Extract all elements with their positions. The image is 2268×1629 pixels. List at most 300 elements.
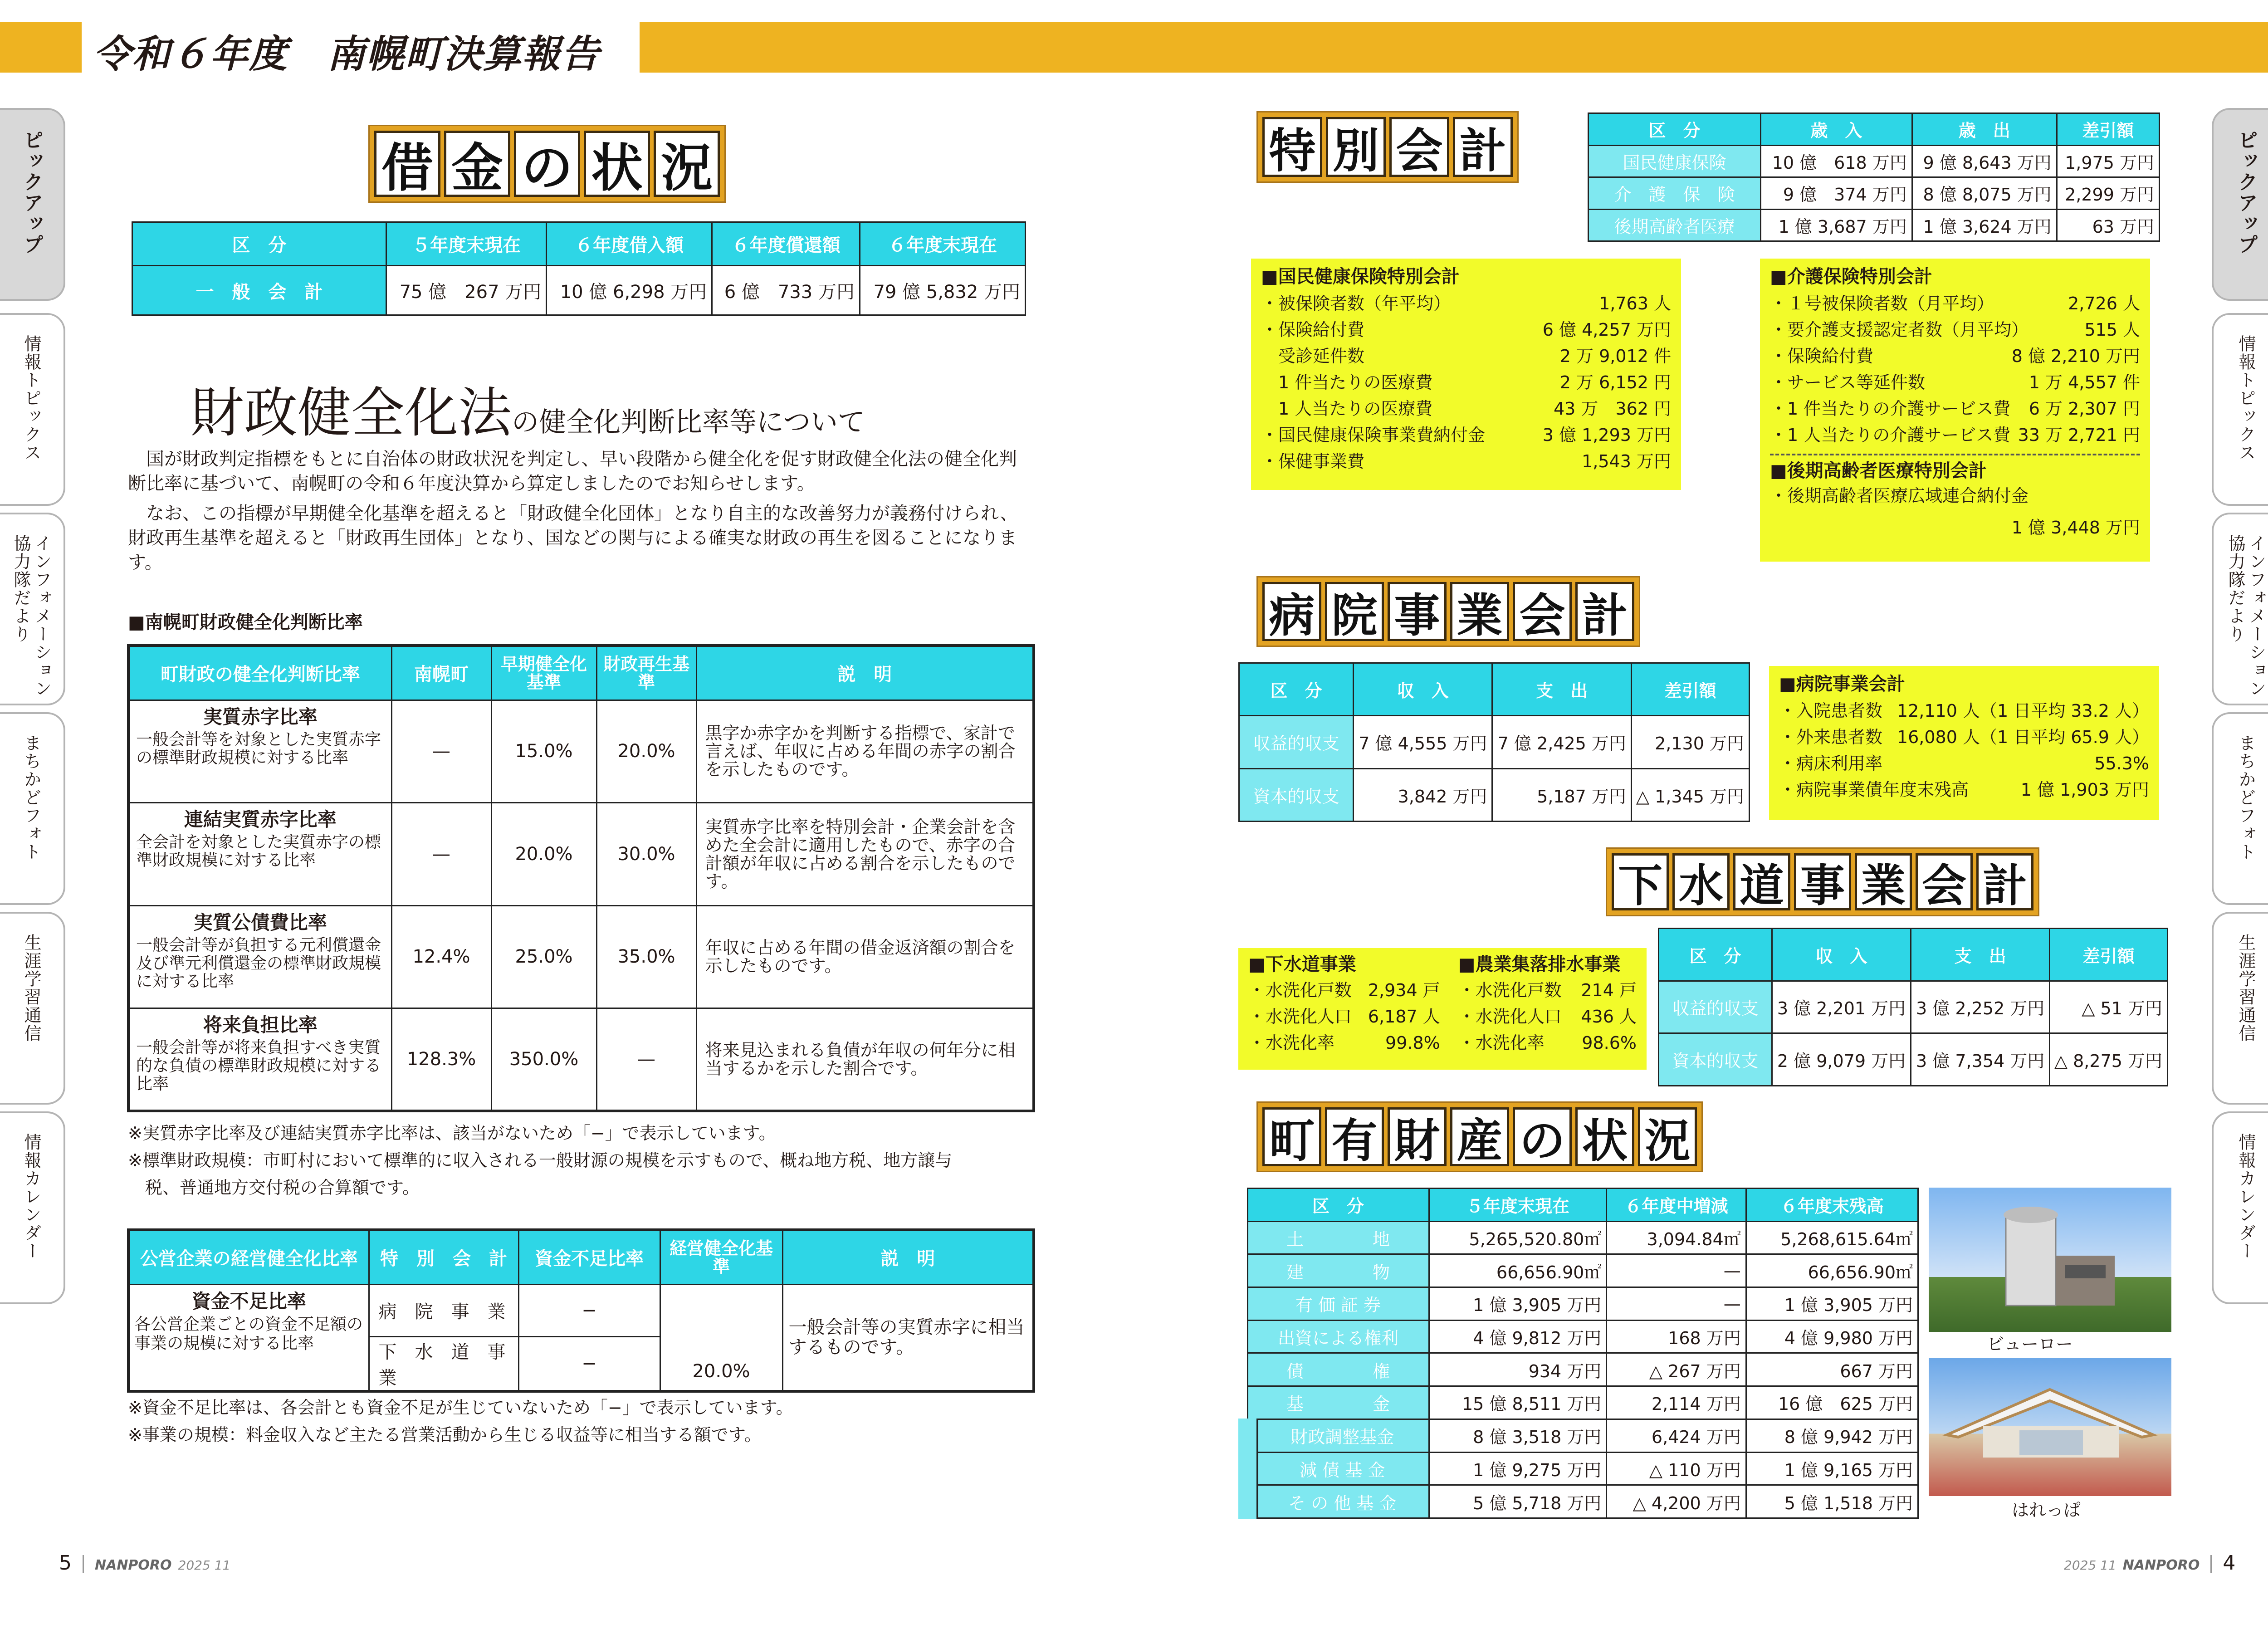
heading-char: 況 [1638,1107,1697,1166]
list-item [1261,317,1671,343]
zaisei-name: 実質赤字比率 [203,705,318,728]
zaisan-cell: 8 億 9,942 万円 [1746,1419,1918,1452]
table-row [1239,768,1750,821]
koei-header: 公営企業の経営健全化比率 [128,1230,369,1284]
zaisei-header: 町財政の健全化判断比率 [128,646,391,700]
zaisan-row [1247,1419,1918,1452]
gesui-right-items [1458,977,1637,1056]
zaisan-cell: △ 267 万円 [1607,1353,1746,1386]
zaisei-name-cell [128,1008,391,1111]
zaisan-row-label [1247,1452,1429,1485]
zaisan-cell: 66,656.90㎡ [1429,1254,1607,1287]
list-item-value: 3 億 1,293 万円 [1542,425,1671,445]
zaisan-cell: 16 億 625 万円 [1746,1386,1918,1419]
zaisan-header: ５年度末現在 [1429,1189,1607,1222]
list-item [1770,396,2140,422]
list-item-value: 43 万 362 円 [1553,399,1671,419]
left-side-tab-2[interactable] [0,513,65,705]
zaisei-note: ※実質赤字比率及び連結実質赤字比率は、該当がないため「−」で表示しています。 [128,1123,776,1143]
zaisan-cell: 5,265,520.80㎡ [1429,1221,1607,1254]
list-item-value: 16,080 人（1 日平均 65.9 人） [1897,727,2149,747]
list-item-label: 1 人当たりの医療費 [1261,399,1433,419]
zaisei-desc: 一般会計等が将来負担すべき実質的な負債の標準財政規模に対する比率 [136,1038,381,1094]
kaigo-box [1760,259,2150,562]
heading-char: 業 [1855,853,1912,910]
tokubetsu-header: 歳 出 [1912,113,2057,146]
zaisan-row-label [1247,1320,1429,1353]
side-tab-label: インフォメーション 協力隊だより [2225,534,2266,698]
heading-char: 水 [1672,853,1730,910]
side-tab-label: ピックアップ [2234,130,2258,255]
zaisei-note: ※標準財政規模：市町村において標準的に収入される一般財源の規模を示すもので、概ね地方税、地方譲与 [128,1150,953,1170]
side-tab-label: インフォメーション 協力隊だより [11,534,52,698]
zaisei-explain: 実質赤字比率を特別会計・企業会計を含めた全会計に適用したもので、赤字の合計額が年収に占める割合を示したものです。 [696,803,1034,905]
zaisan-cell: 934 万円 [1429,1353,1607,1386]
heading-char: 院 [1325,582,1384,641]
zaisan-cell: 66,656.90㎡ [1746,1254,1918,1287]
list-item-label: ・サービス等延件数 [1770,372,1926,392]
zaisei-explain: 黒字か赤字かを判断する指標で、家計で言えば、年収に占める年間の赤字の割合を示したものです。 [696,700,1034,802]
list-item-value: 6 万 2,307 円 [2028,399,2140,419]
kokuho-box [1251,259,1681,490]
table-row [1589,177,2160,210]
zaisan-row [1247,1353,1918,1386]
side-tab-label: 情報カレンダー [2236,1133,2256,1260]
list-item [1458,977,1637,1003]
bureau-caption: ビューロー [1987,1334,2073,1354]
gesui-header: 区 分 [1659,929,1772,981]
zaisei-header: 説 明 [696,646,1034,700]
table-cell: 2 億 9,079 万円 [1772,1033,1911,1086]
table-row [1659,1033,2168,1086]
zaisei-name-cell [128,700,391,802]
list-item-label: ・水洗化戸数 [1458,980,1562,1000]
byoin-box-title: ■病院事業会計 [1779,674,1905,695]
right-side-tab-0[interactable] [2212,108,2268,301]
zaisan-row-label [1247,1353,1429,1386]
list-item [1770,369,2140,396]
table-row [1239,716,1750,768]
zaisei-desc: 一般会計等が負担する元利償還金及び準元利償還金の標準財政規模に対する比率 [136,935,381,991]
kokuho-title: ■国民健康保険特別会計 [1261,266,1460,287]
zaisei-subheading: ■南幌町財政健全化判断比率 [128,612,363,633]
zaisei-value: 20.0% [491,803,596,905]
table-cell: 1,975 万円 [2057,145,2159,177]
heading-char: の [1513,1107,1572,1166]
koei-table [127,1228,1035,1393]
heading-char: 別 [1326,117,1386,177]
gesui-header: 収 入 [1772,929,1911,981]
list-item-value: 33 万 2,721 円 [2018,425,2140,445]
list-item-label: ・病院事業債年度末残高 [1779,780,1969,800]
list-item-value: 99.8% [1385,1033,1440,1053]
koei-ratio: − [518,1336,660,1391]
heading-char: 会 [1389,117,1449,177]
debt-cell: 75 億 267 万円 [386,266,547,315]
zaisei-table [127,644,1035,1112]
koei-note: ※資金不足比率は、各会計とも資金不足が生じていないため「−」で表示しています。 [128,1398,793,1418]
list-item-label: ・保険給付費 [1770,346,1874,366]
row-label: 国民健康保険 [1589,145,1761,177]
tokubetsu-heading [1256,111,1519,183]
debt-header: 区 分 [132,222,386,266]
zaisan-row-label-text: 有 価 証 券 [1295,1295,1381,1316]
left-side-tab-0[interactable] [0,108,65,301]
zaisan-table [1238,1188,1919,1519]
zaisei-title-sub: の健全化判断比率等について [512,406,865,438]
list-item-value: 2 万 9,012 件 [1559,346,1671,366]
list-item-value: 214 戸 [1581,980,1637,1000]
heading-char: 状 [584,131,650,197]
zaisan-row-label-text: 財政調整基金 [1290,1427,1394,1448]
heading-char: 事 [1388,582,1447,641]
list-item-value: 1 億 1,903 万円 [2020,780,2149,800]
list-item-label: 1 件当たりの医療費 [1261,372,1433,392]
list-item-label: ・水洗化率 [1458,1033,1545,1053]
zaisei-explain: 年収に占める年間の借金返済額の割合を示したものです。 [696,905,1034,1008]
zaisan-row [1247,1452,1918,1485]
table-cell: 3,842 万円 [1354,768,1492,821]
list-item-value: 6 億 4,257 万円 [1542,320,1671,340]
list-item-label: ・1 人当たりの介護サービス費 [1770,425,2011,445]
zaisan-row-label-text: 建 物 [1286,1262,1390,1282]
zaisan-header: 区 分 [1247,1189,1429,1222]
left-side-tab-1[interactable] [0,313,65,506]
table-cell: △ 51 万円 [2050,981,2168,1033]
zaisan-cell: 5,268,615.64㎡ [1746,1221,1918,1254]
debt-header: ６年度借入額 [547,222,712,266]
left-side-tab-4[interactable] [0,912,65,1105]
zaisei-row [128,1008,1034,1111]
heading-char: の [514,131,580,197]
koei-header: 説 明 [782,1230,1034,1284]
list-item [1770,290,2140,317]
zaisei-value: — [391,803,491,905]
zaisan-header: ６年度末残高 [1746,1189,1918,1222]
zaisei-row [128,803,1034,905]
koei-explain: 一般会計等の実質赤字に相当するものです。 [782,1284,1034,1391]
footer-divider [2210,1555,2212,1573]
debt-row-label: 一 般 会 計 [132,266,386,315]
zaisei-name: 将来負担比率 [203,1014,318,1037]
zaisan-row-label-text: 基 金 [1286,1394,1390,1414]
tokubetsu-header: 差引額 [2057,113,2159,146]
heading-char: 財 [1388,1107,1447,1166]
table-cell: 7 億 4,555 万円 [1354,716,1492,768]
kouki-value: 1 億 3,448 万円 [2011,518,2140,538]
table-cell: 63 万円 [2057,209,2159,241]
zaisan-cell: 5 億 5,718 万円 [1429,1485,1607,1518]
side-tab-label: 情報カレンダー [21,1133,41,1260]
list-item [1261,448,1671,475]
tokubetsu-header: 区 分 [1589,113,1761,146]
footer-left [59,1551,230,1575]
zaisan-row-label [1247,1485,1429,1518]
zaisan-row [1247,1320,1918,1353]
kokuho-items [1261,290,1671,475]
hareppa-photo-art [1929,1358,2171,1496]
list-item-label: ・１号被保険者数（月平均） [1770,294,1994,313]
debt-header: ５年度末現在 [386,222,547,266]
table-cell: 10 億 618 万円 [1761,145,1912,177]
zaisan-row-label [1247,1254,1429,1287]
zaisan-row-label-text: 出資による権利 [1277,1328,1398,1349]
zaisei-value: 25.0% [491,905,596,1008]
table-row [1589,209,2160,241]
row-label: 後期高齢者医療 [1589,209,1761,241]
zaisan-cell: 1 億 9,165 万円 [1746,1452,1918,1485]
list-item [1770,343,2140,369]
zaisan-row [1247,1254,1918,1287]
side-tab-label: ピックアップ [20,130,43,255]
zaisei-name: 実質公債費比率 [193,911,327,934]
zaisan-row-label-text: そ の 他 基 金 [1288,1493,1397,1513]
debt-header: ６年度償還額 [712,222,860,266]
byoin-heading [1256,576,1640,647]
zaisan-row-label [1247,1419,1429,1452]
side-tab-label: 生涯学習通信 [21,934,41,1042]
zaisan-cell: — [1607,1254,1746,1287]
table-cell: 2,299 万円 [2057,177,2159,210]
list-item-label: ・水洗化戸数 [1248,980,1352,1000]
table-cell: 3 億 7,354 万円 [1911,1033,2050,1086]
byoin-header: 支 出 [1492,663,1631,716]
koei-name-cell [128,1284,369,1391]
list-item-label: ・要介護支援認定者数（月平均） [1770,320,2029,340]
koei-header: 資金不足比率 [518,1230,660,1284]
zaisan-cell: 4 億 9,812 万円 [1429,1320,1607,1353]
list-item [1248,1030,1440,1056]
zaisan-cell: 5 億 1,518 万円 [1746,1485,1918,1518]
zaisan-cell: 3,094.84㎡ [1607,1221,1746,1254]
list-item [1779,724,2149,750]
gesui-left-items [1248,977,1440,1056]
zaisan-heading [1256,1101,1703,1172]
zaisei-name-cell [128,905,391,1008]
byoin-header: 区 分 [1239,663,1354,716]
zaisei-value: 15.0% [491,700,596,802]
zaisei-desc: 全会計を対象とした実質赤字の標準財政規模に対する比率 [136,833,381,870]
table-cell: 3 億 2,252 万円 [1911,981,2050,1033]
right-side-tab-2[interactable] [2212,513,2268,705]
debt-cell: 10 億 6,298 万円 [547,266,712,315]
table-cell: 3 億 2,201 万円 [1772,981,1911,1033]
zaisei-value: 12.4% [391,905,491,1008]
heading-char: 有 [1325,1107,1384,1166]
list-item [1779,777,2149,803]
heading-char: 事 [1794,853,1851,910]
zaisei-para1: 国が財政判定指標をもとに自治体の財政状況を判定し、早い段階から健全化を促す財政健全化法の健全化判断比率に基づいて、南幌町の令和６年度決算から算定しましたのでお知らせします。 [128,449,1017,494]
list-item-label: ・水洗化人口 [1248,1007,1352,1027]
heading-char: 状 [1575,1107,1634,1166]
list-item [1770,317,2140,343]
zaisei-value: 128.3% [391,1008,491,1111]
heading-char: 道 [1733,853,1790,910]
list-item-value: 8 億 2,210 万円 [2011,346,2140,366]
table-cell: 2,130 万円 [1631,716,1749,768]
koei-account: 病 院 事 業 [369,1284,518,1336]
koei-name: 資金不足比率 [191,1290,306,1312]
left-side-tab-5[interactable] [0,1111,65,1304]
list-item-value: 98.6% [1582,1033,1637,1053]
zaisei-note: 税、普通地方交付税の合算額です。 [128,1178,420,1198]
hareppa-photo [1929,1358,2171,1496]
table-cell: 5,187 万円 [1492,768,1631,821]
byoin-table [1238,662,1750,822]
bureau-photo-art [1929,1188,2171,1332]
right-side-tab-1[interactable] [2212,313,2268,506]
table-row [1659,981,2168,1033]
kaigo-divider [1770,454,2140,455]
koei-criterion: 20.0% [660,1284,782,1391]
list-item-value: 55.3% [2094,753,2149,773]
kaigo-items [1770,290,2140,448]
list-item [1458,1030,1637,1056]
gesui-box-right [1458,952,1637,1066]
heading-char: 借 [374,131,440,197]
table-cell: 1 億 3,624 万円 [1912,209,2057,241]
list-item [1248,1003,1440,1030]
list-item-value: 1,543 万円 [1582,451,1671,471]
gesui-header: 支 出 [1911,929,2050,981]
zaisan-row-label-text: 減 債 基 金 [1300,1460,1385,1480]
zaisan-row [1247,1287,1918,1321]
zaisei-desc: 一般会計等を対象とした実質赤字の標準財政規模に対する比率 [136,730,381,767]
heading-char: 況 [654,131,720,197]
table-cell: 8 億 8,075 万円 [1912,177,2057,210]
gesui-box-left [1248,952,1440,1066]
heading-char: 業 [1450,582,1509,641]
side-tab-label: まちかどフォト [2236,734,2256,861]
zaisan-row-label-text: 土 地 [1286,1229,1390,1250]
koei-note: ※事業の規模：料金収入など主たる営業活動から生じる収益等に相当する額です。 [128,1425,762,1445]
heading-char: 町 [1262,1107,1321,1166]
zaisan-header: ６年度中増減 [1607,1189,1746,1222]
list-item-label: ・水洗化率 [1248,1033,1335,1053]
list-item [1261,422,1671,448]
zaisan-cell: 1 億 3,905 万円 [1429,1287,1607,1321]
zaisei-para2: なお、この指標が早期健全化基準を超えると「財政健全化団体」となり自主的な改善努力が義務付けられ、財政再生基準を超えると「財政再生団体」となり、国などの関与による確実な財政の再生を図ることになります。 [128,503,1018,573]
footer-right-date: 2025 11 [2064,1558,2116,1573]
table-cell: △ 8,275 万円 [2050,1033,2168,1086]
list-item-value: 1 万 4,557 件 [2028,372,2140,392]
debt-table [132,221,1026,316]
gesui-box-left-title: ■下水道事業 [1248,954,1356,975]
zaisan-row-label [1247,1221,1429,1254]
byoin-items [1779,698,2149,803]
bureau-photo [1929,1188,2171,1332]
koei-desc: 各公営企業ごとの資金不足額の事業の規模に対する比率 [134,1315,363,1353]
footer-left-mag: NANPORO [95,1557,172,1573]
zaisei-row [128,700,1034,802]
table-cell: 1 億 3,687 万円 [1761,209,1912,241]
right-side-tab-4[interactable] [2212,912,2268,1105]
row-label: 資本的収支 [1659,1033,1772,1086]
side-tab-label: 情報トピックス [2236,335,2256,462]
heading-char: 会 [1916,853,1973,910]
list-item-label: 受診延件数 [1261,346,1365,366]
heading-char: 計 [1575,582,1634,641]
debt-cell: 6 億 733 万円 [712,266,860,315]
zaisei-row [128,905,1034,1008]
zaisei-name-cell [128,803,391,905]
page-title: 令和６年度 南幌町決算報告 [93,32,601,76]
table-cell: △ 1,345 万円 [1631,768,1749,821]
tokubetsu-table [1588,113,2160,242]
zaisei-value: — [596,1008,696,1111]
list-item-label: ・保健事業費 [1261,451,1365,471]
row-label: 収益的収支 [1659,981,1772,1033]
list-item-label: ・国民健康保険事業費納付金 [1261,425,1486,445]
left-side-tab-3[interactable] [0,712,65,905]
zaisei-value: 20.0% [596,700,696,802]
zaisan-cell: 168 万円 [1607,1320,1746,1353]
zaisan-cell: △ 110 万円 [1607,1452,1746,1485]
debt-header: ６年度末現在 [860,222,1025,266]
zaisan-cell: 1 億 3,905 万円 [1746,1287,1918,1321]
zaisei-header: 南幌町 [391,646,491,700]
table-cell: 7 億 2,425 万円 [1492,716,1631,768]
gesui-box [1238,948,1647,1070]
zaisan-cell: — [1607,1287,1746,1321]
kouki-title: ■後期高齢者医療特別会計 [1770,460,1987,481]
zaisei-value: — [391,700,491,802]
hareppa-caption: はれっぱ [2012,1500,2081,1520]
gesui-heading [1606,847,2039,916]
byoin-header: 収 入 [1354,663,1492,716]
footer-divider [83,1555,84,1573]
koei-account: 下 水 道 事 業 [369,1336,518,1391]
list-item [1458,1003,1637,1030]
list-item [1261,290,1671,317]
table-cell: 9 億 8,643 万円 [1912,145,2057,177]
list-item-value: 436 人 [1581,1007,1637,1027]
kaigo-title: ■介護保険特別会計 [1770,266,1932,287]
right-side-tab-3[interactable] [2212,712,2268,905]
zaisan-row [1247,1221,1918,1254]
heading-char: 計 [1976,853,2033,910]
heading-char: 病 [1262,582,1321,641]
heading-char: 産 [1450,1107,1509,1166]
zaisei-title [191,370,865,447]
list-item-label: ・病床利用率 [1779,753,1883,773]
gesui-box-right-title: ■農業集落排水事業 [1458,954,1621,975]
zaisei-value: 350.0% [491,1008,596,1111]
koei-ratio: − [518,1284,660,1336]
list-item-value: 6,187 人 [1368,1007,1440,1027]
footer-right-mag: NANPORO [2122,1557,2200,1573]
list-item-value: 2,726 人 [2068,294,2140,313]
list-item [1261,343,1671,369]
byoin-header: 差引額 [1631,663,1749,716]
zaisan-cell: 15 億 8,511 万円 [1429,1386,1607,1419]
footer-right-page: 4 [2223,1551,2236,1575]
list-item-label: ・入院患者数 [1779,701,1883,721]
right-side-tab-5[interactable] [2212,1111,2268,1304]
heading-char: 計 [1453,117,1513,177]
list-item-value: 2 万 6,152 円 [1559,372,1671,392]
zaisan-row-label [1247,1287,1429,1321]
kouki-item: ・後期高齢者医療広域連合納付金 [1770,486,2029,506]
list-item [1261,369,1671,396]
table-row [1589,145,2160,177]
list-item-label: ・1 件当たりの介護サービス費 [1770,399,2011,419]
gesui-table [1658,928,2168,1086]
tokubetsu-header: 歳 入 [1761,113,1912,146]
side-tab-label: まちかどフォト [21,734,41,861]
gesui-header: 差引額 [2050,929,2168,981]
heading-char: 特 [1262,117,1322,177]
